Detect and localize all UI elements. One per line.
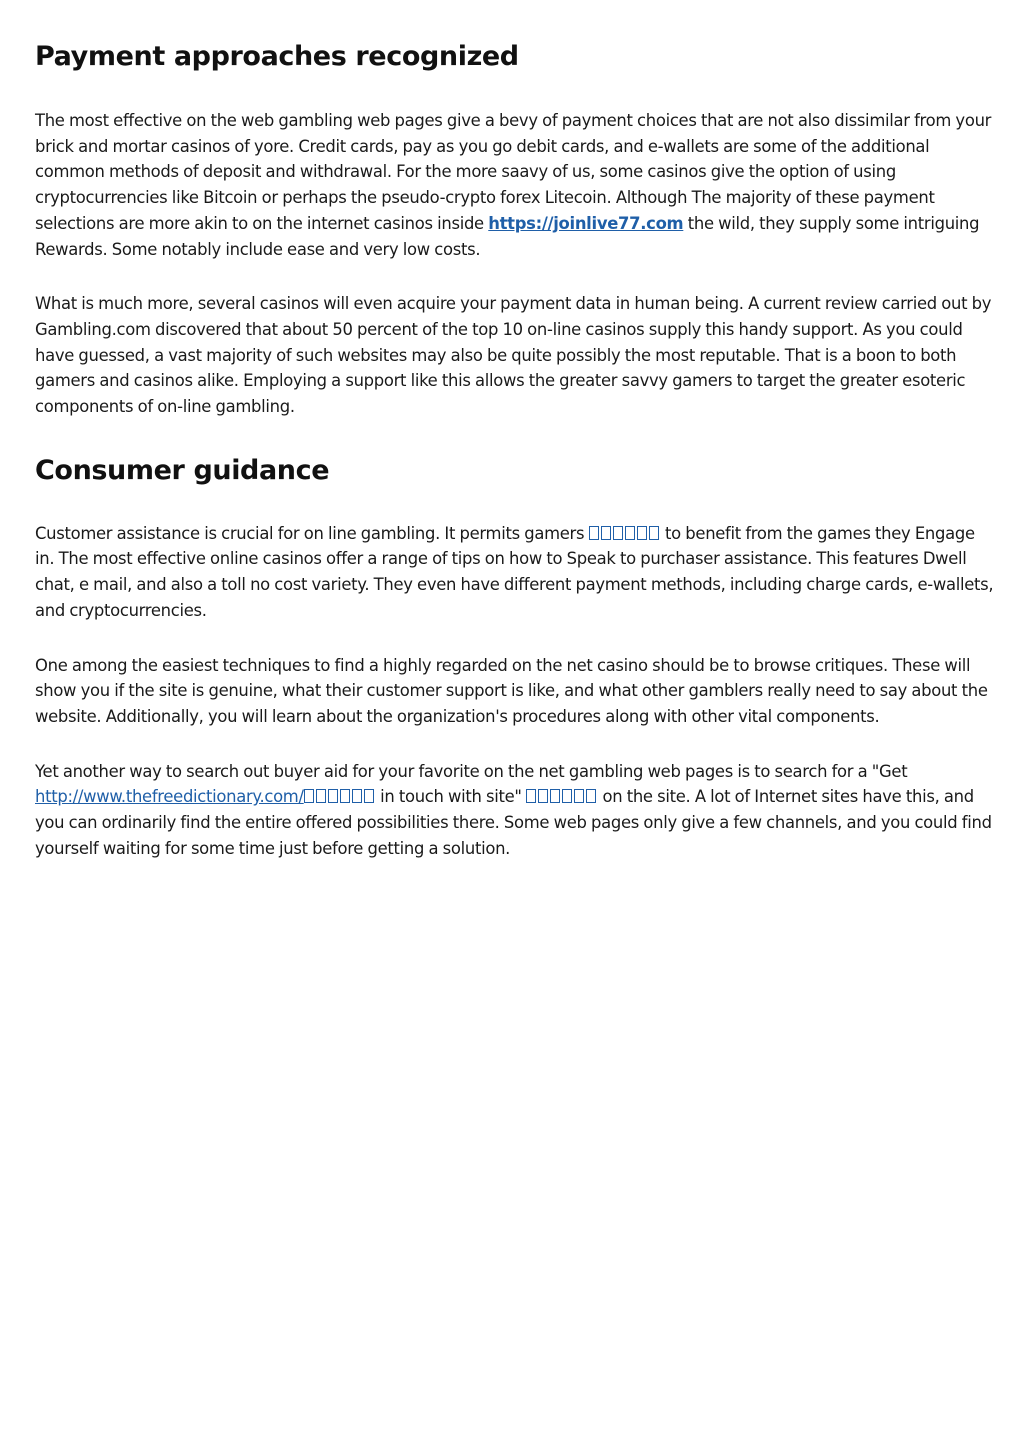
- missing-glyph-box: [625, 526, 635, 540]
- thefreedictionary-link[interactable]: [35, 787, 376, 806]
- missing-glyph-box: [550, 789, 560, 803]
- missing-glyph-box: [328, 789, 338, 803]
- missing-glyph-group: [304, 784, 376, 810]
- missing-glyph-box: [649, 526, 659, 540]
- link-text: http://www.thefreedictionary.com/: [35, 787, 304, 807]
- missing-glyph-box: [613, 526, 623, 540]
- paragraph-text: to benefit from the games they Engage in. The most effective online casinos offer a range of tips on how to Speak to purchaser assistance. This features Dwell chat, e mail, and also a toll no cost variety. They even have different payment methods, including charge cards, e-wallets, and cryptocurrencies.: [35, 523, 994, 620]
- section-heading-consumer-guidance: Consumer guidance: [35, 454, 330, 486]
- paragraph-payment-data: What is much more, several casinos will even acquire your payment data in human being. A current review carried out by Gambling.com discovered that about 50 percent of the top 10 on-line casinos supply this handy support. As you could have guessed, a vast majority of such websites may also be quite possibly the most reputable. That is a boon to both gamers and casinos alike. Employing a support like this allows the greater savvy gamers to target the greater esoteric components of on-line gambling.: [35, 294, 992, 417]
- missing-glyph-box: [364, 789, 374, 803]
- paragraph-customer-assistance: [35, 521, 995, 624]
- paragraph-reviews: One among the easiest techniques to find a highly regarded on the net casino should be to browse critiques. These will show you if the site is genuine, what their customer support is like, and what other gamblers really need to say about the website. Additionally, you will learn about the organization's procedures along with other vital components.: [35, 655, 988, 726]
- paragraph-text: in touch with site": [375, 787, 527, 807]
- section-heading-payment: Payment approaches recognized: [35, 41, 519, 72]
- missing-glyph-box: [340, 789, 350, 803]
- document-page: [35, 30, 995, 861]
- missing-glyph-link[interactable]: [589, 521, 661, 547]
- missing-glyph-box: [637, 526, 647, 540]
- missing-glyph-box: [304, 789, 314, 803]
- missing-glyph-box: [586, 789, 596, 803]
- missing-glyph-link[interactable]: [526, 784, 598, 810]
- missing-glyph-box: [352, 789, 362, 803]
- joinlive-link[interactable]: https://joinlive77.com: [488, 213, 684, 233]
- missing-glyph-box: [526, 789, 536, 803]
- missing-glyph-box: [574, 789, 584, 803]
- paragraph-text: The most effective on the web gambling web pages give a bevy of payment choices that are not also dissimilar from your brick and mortar casinos of yore. Credit cards, pay as you go debit cards, and e-wallets are some of the additional common methods of deposit and withdrawal. For the more saavy of us, some casinos give the option of using cryptocurrencies like Bitcoin or perhaps the pseudo-crypto forex Litecoin. Although The majority of these payment selections are more akin to on the internet casinos inside: [35, 111, 992, 233]
- missing-glyph-box: [601, 526, 611, 540]
- paragraph-buyer-aid: [35, 759, 995, 862]
- paragraph-text: the wild, they supply some intriguing Rewards. Some notably include ease and very low costs.: [35, 213, 980, 259]
- paragraph-text: on the site. A lot of Internet sites have this, and you can ordinarily find the entire offered possibilities there. Some web pages only give a few channels, and you could find yourself waiting for some time just before getting a solution.: [35, 787, 992, 858]
- missing-glyph-box: [316, 789, 326, 803]
- missing-glyph-box: [538, 789, 548, 803]
- missing-glyph-box: [562, 789, 572, 803]
- missing-glyph-box: [589, 526, 599, 540]
- paragraph-text: Yet another way to search out buyer aid for your favorite on the net gambling web pages is to search for a "Get: [35, 761, 908, 781]
- paragraph-text: Customer assistance is crucial for on line gambling. It permits gamers: [35, 523, 589, 543]
- paragraph-payment-options: [35, 108, 995, 262]
